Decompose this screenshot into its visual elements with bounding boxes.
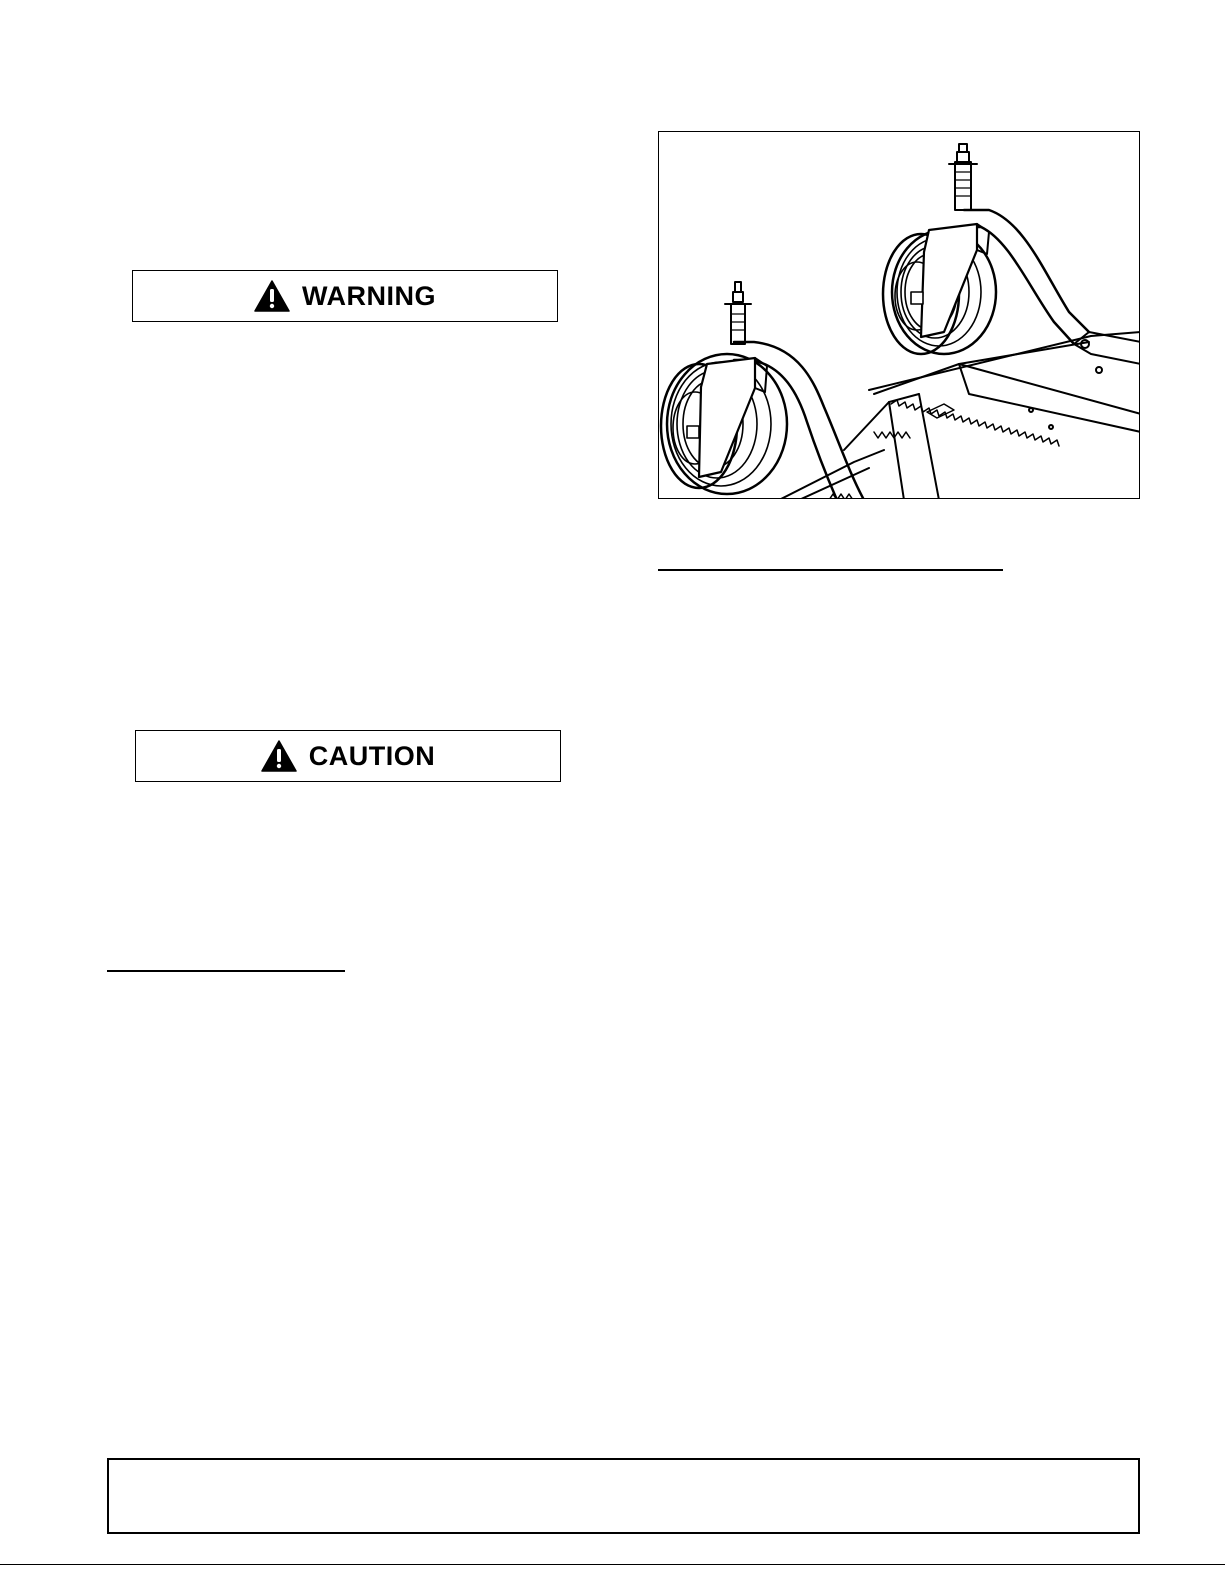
footer-box bbox=[107, 1458, 1140, 1534]
warning-triangle-icon bbox=[254, 280, 290, 312]
caster-wheel-illustration bbox=[659, 132, 1140, 499]
warning-triangle-icon bbox=[261, 740, 297, 772]
bottom-page-rule bbox=[0, 1564, 1225, 1565]
caution-label: CAUTION bbox=[308, 740, 436, 771]
warning-label: WARNING bbox=[302, 280, 436, 311]
section-heading-rule-right bbox=[658, 569, 1003, 571]
caution-signal-box bbox=[135, 730, 561, 782]
warning-signal-box bbox=[132, 270, 558, 322]
section-heading-rule-left bbox=[107, 970, 345, 972]
caster-wheel-figure bbox=[658, 131, 1140, 499]
